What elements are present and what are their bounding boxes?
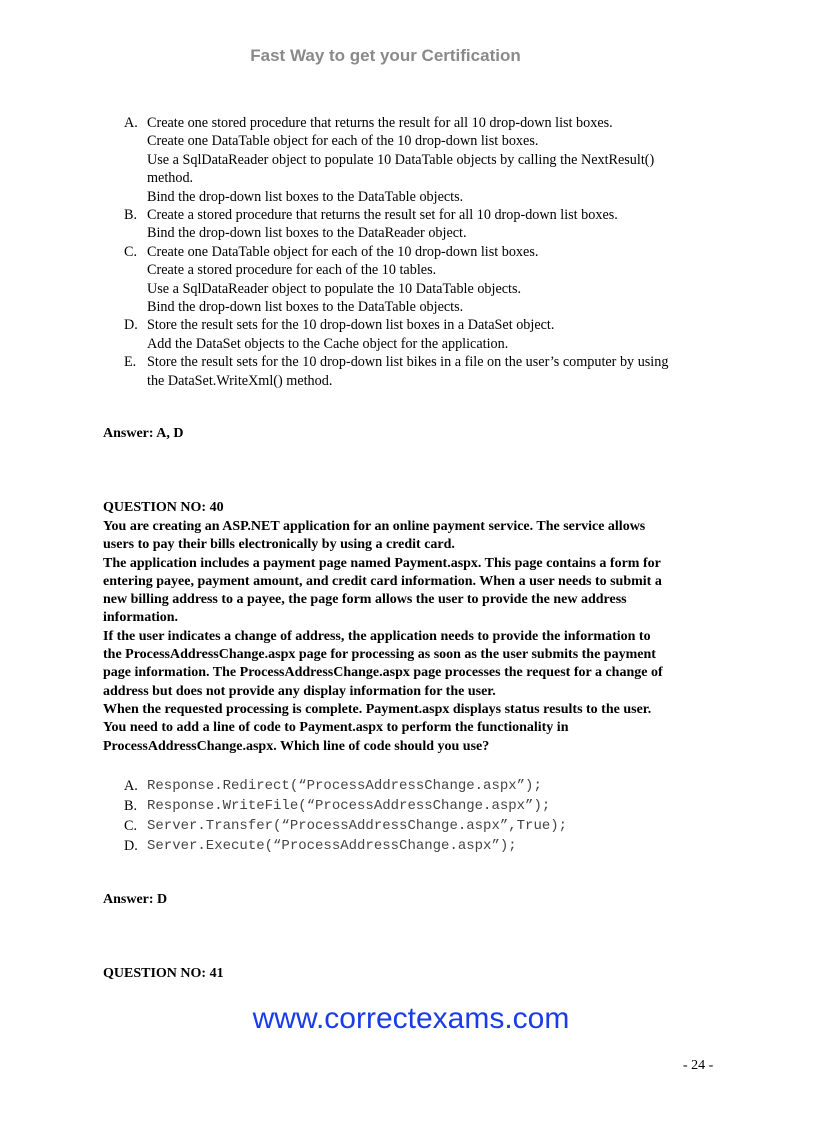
question-text-line: new billing address to a payee, the page form allows the user to provide the new address xyxy=(103,592,627,608)
option-letter: D. xyxy=(124,838,138,854)
option-text-line: Create one DataTable object for each of the 10 drop-down list boxes. xyxy=(147,133,539,150)
footer-website-link[interactable]: www.correctexams.com xyxy=(252,1002,570,1035)
code-snippet: Server.Execute(“ProcessAddressChange.aspx”); xyxy=(147,838,517,854)
code-option-b xyxy=(124,796,567,816)
option-text-line: Create a stored procedure that returns the result set for all 10 drop-down list boxes. xyxy=(147,207,618,224)
code-snippet: Server.Transfer(“ProcessAddressChange.aspx”,True); xyxy=(147,818,568,834)
option-text-line: Use a SqlDataReader object to populate 10 DataTable objects by calling the NextResult() xyxy=(147,151,655,168)
question-text-line: information. xyxy=(103,610,179,626)
previous-answer: Answer: A, D xyxy=(103,426,184,441)
option-text-line: Create one DataTable object for each of the 10 drop-down list boxes. xyxy=(147,243,539,260)
page-header-title: Fast Way to get your Certification xyxy=(250,46,521,65)
option-text-line: Store the result sets for the 10 drop-down list bikes in a file on the user’s computer by using xyxy=(147,354,669,371)
question-text-line: ProcessAddressChange.aspx. Which line of code should you use? xyxy=(103,738,490,754)
question-40-answer: Answer: D xyxy=(103,892,168,907)
question-text-line: The application includes a payment page named Payment.aspx. This page contains a form for xyxy=(103,555,661,571)
page-number: - 24 - xyxy=(683,1058,714,1073)
option-text-line: Bind the drop-down list boxes to the DataTable objects. xyxy=(147,299,464,316)
question-40-title: QUESTION NO: 40 xyxy=(103,500,224,515)
option-letter: E. xyxy=(124,354,137,371)
question-40-body xyxy=(103,518,723,756)
option-a xyxy=(124,114,724,206)
code-option-a xyxy=(124,776,567,796)
option-d xyxy=(124,316,724,353)
question-text-line: address but does not provide any display information for the user. xyxy=(103,683,496,699)
question-text-line: entering payee, payment amount, and credit card information. When a user needs to submit a xyxy=(103,573,662,589)
option-text-line: Add the DataSet objects to the Cache object for the application. xyxy=(147,335,509,352)
option-text-line: Use a SqlDataReader object to populate the 10 DataTable objects. xyxy=(147,280,522,297)
question-text-line: If the user indicates a change of address, the application needs to provide the information to xyxy=(103,628,651,644)
option-b xyxy=(124,206,724,243)
option-text-line: Create one stored procedure that returns the result for all 10 drop-down list boxes. xyxy=(147,115,613,131)
option-text-line: Store the result sets for the 10 drop-down list boxes in a DataSet object. xyxy=(147,317,555,334)
question-text-line: You need to add a line of code to Payment.aspx to perform the functionality in xyxy=(103,720,569,736)
question-text-line: When the requested processing is complete. Payment.aspx displays status results to the user. xyxy=(103,701,652,717)
option-text-line: Bind the drop-down list boxes to the DataTable objects. xyxy=(147,188,464,205)
option-e xyxy=(124,353,724,390)
question-41-title: QUESTION NO: 41 xyxy=(103,966,224,981)
previous-question-options xyxy=(124,114,724,390)
option-letter: D. xyxy=(124,317,138,334)
question-text-line: You are creating an ASP.NET application for an online payment service. The service allows xyxy=(103,519,646,534)
option-text-line: method. xyxy=(147,170,194,187)
question-40-options xyxy=(124,776,567,856)
option-c xyxy=(124,243,724,317)
option-letter: B. xyxy=(124,798,138,814)
option-letter: C. xyxy=(124,818,138,834)
option-letter: A. xyxy=(124,115,138,131)
code-option-c xyxy=(124,816,567,836)
question-text-line: page information. The ProcessAddressChange.aspx page processes the request for a change of xyxy=(103,665,663,681)
option-letter: B. xyxy=(124,207,138,224)
option-letter: A. xyxy=(124,778,138,794)
option-text-line: the DataSet.WriteXml() method. xyxy=(147,372,333,389)
question-text-line: users to pay their bills electronically by using a credit card. xyxy=(103,537,455,553)
code-option-d xyxy=(124,836,567,856)
code-snippet: Response.WriteFile(“ProcessAddressChange.aspx”); xyxy=(147,798,551,814)
code-snippet: Response.Redirect(“ProcessAddressChange.aspx”); xyxy=(147,778,542,794)
option-letter: C. xyxy=(124,243,138,260)
option-text-line: Bind the drop-down list boxes to the DataReader object. xyxy=(147,225,467,242)
question-text-line: the ProcessAddressChange.aspx page for processing as soon as the user submits the payment xyxy=(103,647,656,663)
option-text-line: Create a stored procedure for each of the 10 tables. xyxy=(147,262,437,279)
